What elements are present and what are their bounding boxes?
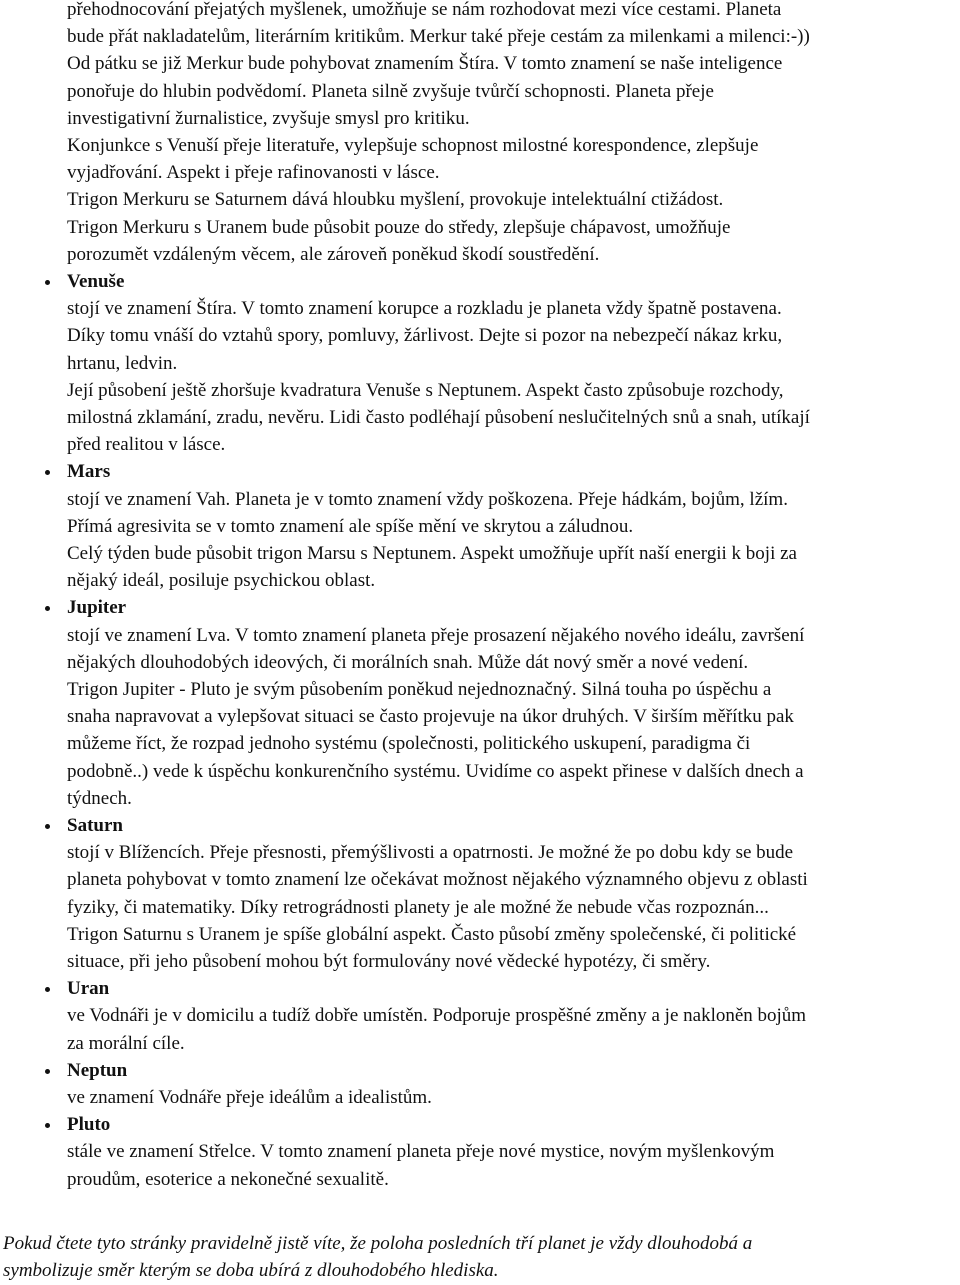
text-line: Díky tomu vnáší do vztahů spory, pomluvy, žárlivost. Dejte si pozor na nebezpečí nákaz krku, — [67, 325, 783, 347]
text-line: proudům, esoterice a nekonečné sexualitě. — [67, 1168, 389, 1190]
bullet-dot-icon — [45, 1123, 50, 1128]
bullet-dot-icon — [45, 606, 50, 611]
text-line: Trigon Merkuru se Saturnem dává hloubku myšlení, provokuje intelektuální ctižádost. — [67, 189, 724, 211]
text-line: hrtanu, ledvin. — [67, 352, 178, 374]
planet-heading: Uran — [67, 978, 110, 1000]
text-line: Její působení ještě zhoršuje kvadratura Venuše s Neptunem. Aspekt často způsobuje rozchody, — [67, 379, 784, 401]
text-line: stále ve znamení Střelce. V tomto znamení planeta přeje nové mystice, novým myšlenkovým — [67, 1141, 775, 1163]
text-line: stojí ve znamení Lva. V tomto znamení planeta přeje prosazení nějakého nového ideálu, završení — [67, 624, 805, 646]
text-line: porozumět vzdáleným věcem, ale zároveň poněkud škodí soustředění. — [67, 243, 600, 265]
text-line: za morální cíle. — [67, 1032, 185, 1054]
text-line: ponořuje do hlubin podvědomí. Planeta silně zvyšuje tvůrčí schopnosti. Planeta přeje — [67, 80, 714, 102]
text-line: bude přát nakladatelům, literárním kritikům. Merkur také přeje cestám za milenkami a milenci:-)) — [67, 26, 810, 48]
planet-heading: Saturn — [67, 815, 123, 836]
text-line: týdnech. — [67, 787, 132, 809]
text-line: situace, při jeho působení mohou být formulovány nové vědecké hypotézy, či směry. — [67, 951, 711, 972]
footer-note-line: Pokud čtete tyto stránky pravidelně jistě víte, že poloha posledních tří planet je vždy dlouhodobá a — [3, 1233, 753, 1254]
text-line: nějakých dlouhodobých ideových, či morálních snah. Může dát nový směr a nové vedení. — [67, 651, 749, 673]
footer-note-line: symbolizuje směr kterým se doba ubírá z dlouhodobého hlediska. — [3, 1260, 499, 1282]
text-line: podobně..) vede k úspěchu konkurenčního systému. Uvidíme co aspekt přinese v dalších dnech a — [67, 760, 804, 782]
planet-heading: Mars — [67, 461, 111, 483]
text-line: nějaký ideál, posiluje psychickou oblast. — [67, 570, 376, 592]
text-line: Konjunkce s Venuší přeje literatuře, vylepšuje schopnost milostné korespondence, zlepšuje — [67, 135, 759, 156]
text-line: Celý týden bude působit trigon Marsu s Neptunem. Aspekt umožňuje upřít naší energii k boji za — [67, 543, 797, 564]
planet-heading: Jupiter — [67, 597, 127, 619]
text-line: stojí v Blížencích. Přeje přesnosti, přemýšlivosti a opatrnosti. Je možné že po dobu kdy se bude — [67, 842, 794, 864]
text-line: fyziky, či matematiky. Díky retrográdnosti planety je ale možné že nebude včas rozpoznán... — [67, 896, 769, 918]
text-line: můžeme říct, že rozpad jednoho systému (společnosti, politického uskupení, paradigma či — [67, 733, 751, 755]
planet-heading: Venuše — [67, 271, 125, 292]
text-line: Trigon Jupiter - Pluto je svým působením poněkud nejednoznačný. Silná touha po úspěchu a — [67, 679, 772, 700]
text-line: Trigon Merkuru s Uranem bude působit pouze do středy, zlepšuje chápavost, umožňuje — [67, 216, 731, 238]
text-line: vyjadřování. Aspekt i přeje rafinovanosti v lásce. — [67, 162, 440, 184]
bullet-dot-icon — [45, 280, 50, 285]
text-line: milostná zklamání, zradu, nevěru. Lidi často podléhají působení neslučitelných snů a snah, utíkají — [67, 407, 810, 428]
text-line: investigativní žurnalistice, zvyšuje smysl pro kritiku. — [67, 107, 470, 129]
text-line: Trigon Saturnu s Uranem je spíše globální aspekt. Často působí změny společenské, či politické — [67, 923, 797, 945]
planet-heading: Neptun — [67, 1059, 128, 1081]
text-line: planeta pohybovat v tomto znamení lze očekávat možnost nějakého významného objevu z oblasti — [67, 869, 808, 891]
text-line: přehodnocování přejatých myšlenek, umožňuje se nám rozhodovat mezi více cestami. Planeta — [67, 0, 782, 20]
text-line: snaha napravovat a vylepšovat situaci se často projevuje na úkor druhých. V širším měřítku pak — [67, 706, 794, 728]
bullet-dot-icon — [45, 470, 50, 475]
text-line: ve znamení Vodnáře přeje ideálům a idealistům. — [67, 1087, 432, 1108]
text-line: stojí ve znamení Vah. Planeta je v tomto znamení vždy poškozena. Přeje hádkám, bojům, lžím. — [67, 488, 788, 510]
text-line: ve Vodnáři je v domicilu a tudíž dobře umístěn. Podporuje prospěšné změny a je nakloněn bojům — [67, 1005, 807, 1027]
text-line: před realitou v lásce. — [67, 434, 226, 456]
text-line: Přímá agresivita se v tomto znamení ale spíše mění ve skrytou a záludnou. — [67, 515, 634, 537]
planet-heading: Pluto — [67, 1114, 111, 1136]
bullet-dot-icon — [45, 1069, 50, 1074]
text-line: Od pátku se již Merkur bude pohybovat znamením Štíra. V tomto znamení se naše inteligence — [67, 53, 783, 75]
bullet-dot-icon — [45, 824, 50, 829]
bullet-dot-icon — [45, 987, 50, 992]
text-line: stojí ve znamení Štíra. V tomto znamení korupce a rozkladu je planeta vždy špatně postavena. — [67, 298, 782, 320]
